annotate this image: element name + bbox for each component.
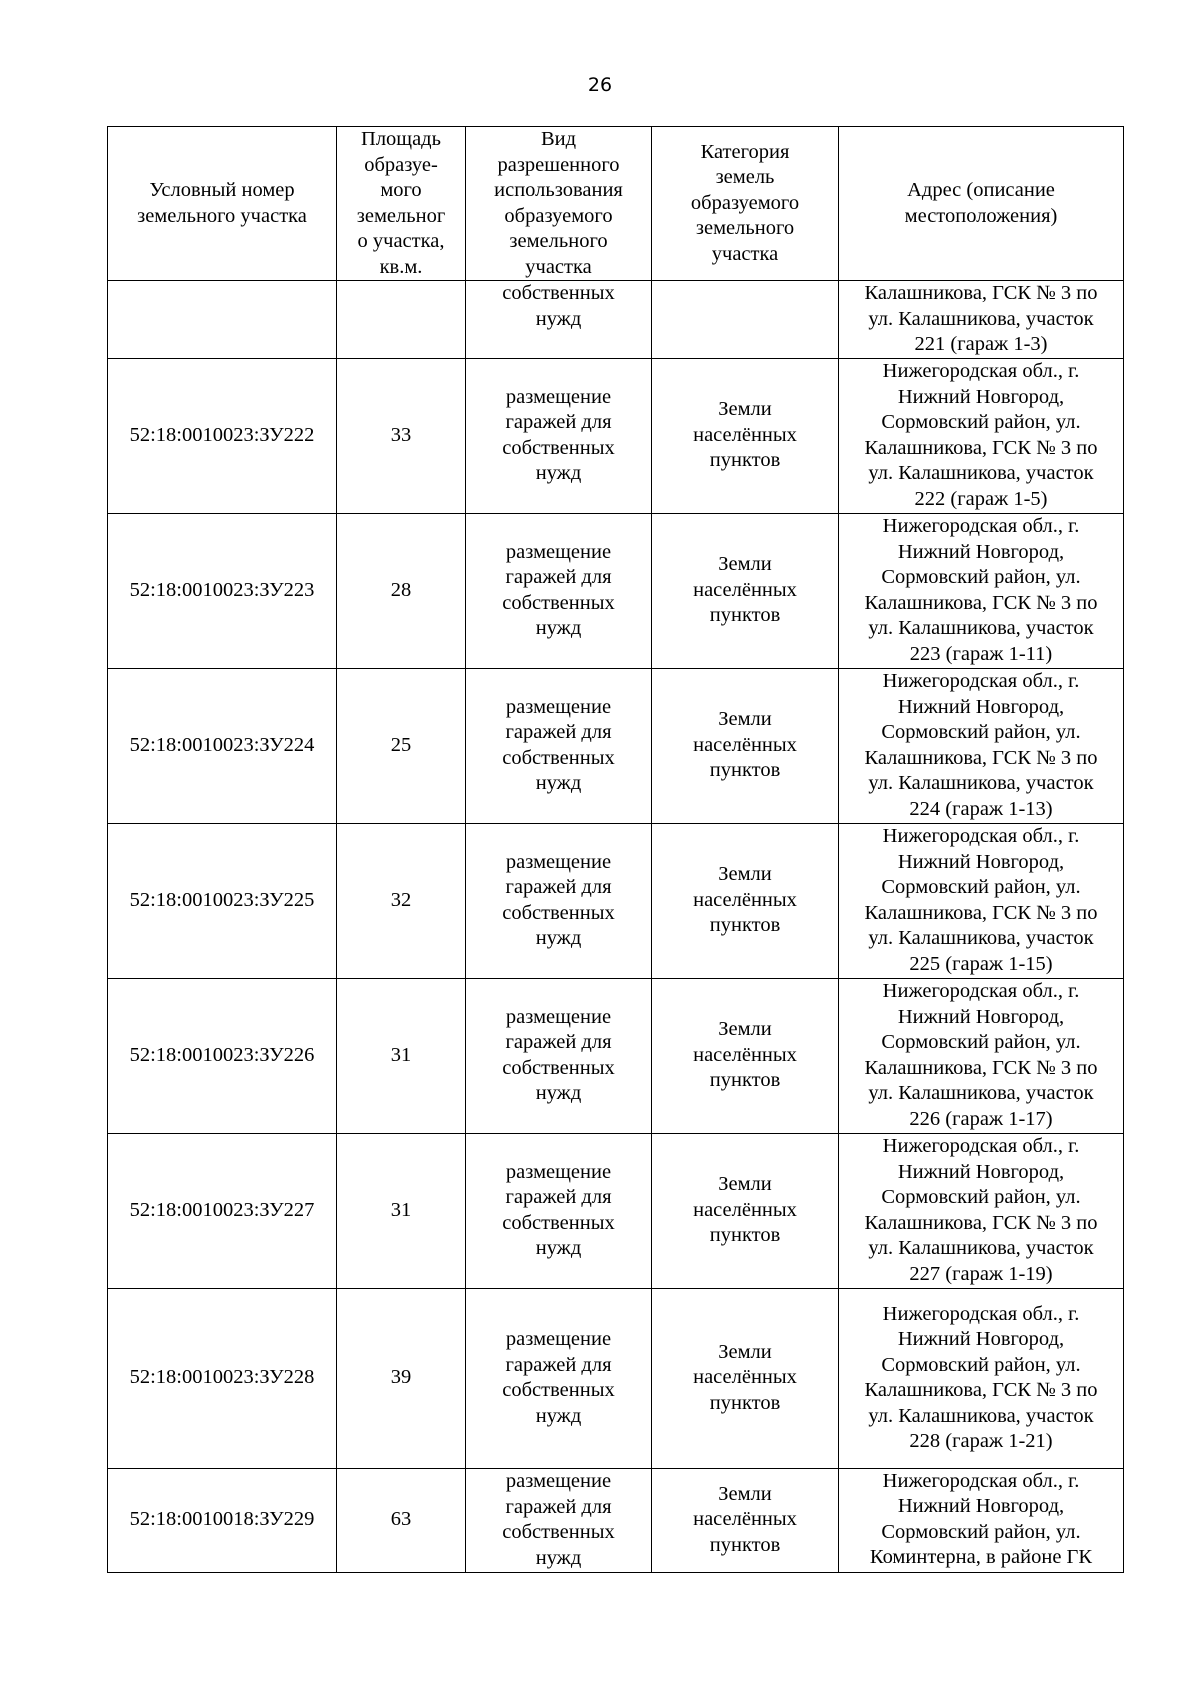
- table-header-row: [108, 127, 1124, 281]
- header-land-category: Категория земель образуемого земельного участка: [652, 127, 839, 281]
- cell-plot-number: 52:18:0010023:ЗУ225: [108, 823, 337, 978]
- table-row: [108, 513, 1124, 668]
- cell-permitted-use: размещение гаражей для собственных нужд: [466, 513, 652, 668]
- cell-plot-number: 52:18:0010018:ЗУ229: [108, 1468, 337, 1572]
- cell-address: Нижегородская обл., г. Нижний Новгород, Сормовский район, ул. Коминтерна, в районе ГК: [839, 1468, 1124, 1572]
- cell-plot-number: 52:18:0010023:ЗУ222: [108, 358, 337, 513]
- table-row: [108, 978, 1124, 1133]
- cell-address: Нижегородская обл., г. Нижний Новгород, Сормовский район, ул. Калашникова, ГСК № 3 по ул. Калашникова, участок 228 (гараж 1-21): [839, 1288, 1124, 1468]
- cell-plot-number: 52:18:0010023:ЗУ224: [108, 668, 337, 823]
- cell-area: 39: [337, 1288, 466, 1468]
- cell-permitted-use: размещение гаражей для собственных нужд: [466, 978, 652, 1133]
- cell-plot-number: 52:18:0010023:ЗУ228: [108, 1288, 337, 1468]
- table-row: [108, 668, 1124, 823]
- cell-area: 63: [337, 1468, 466, 1572]
- cell-plot-number: 52:18:0010023:ЗУ227: [108, 1133, 337, 1288]
- cell-land-category: Земли населённых пунктов: [652, 978, 839, 1133]
- cell-address: Нижегородская обл., г. Нижний Новгород, Сормовский район, ул. Калашникова, ГСК № 3 по ул. Калашникова, участок 224 (гараж 1-13): [839, 668, 1124, 823]
- table-row-continuation: [108, 281, 1124, 359]
- cell-permitted-use: размещение гаражей для собственных нужд: [466, 1288, 652, 1468]
- cell-address: Нижегородская обл., г. Нижний Новгород, Сормовский район, ул. Калашникова, ГСК № 3 по ул. Калашникова, участок 222 (гараж 1-5): [839, 358, 1124, 513]
- cell-plot-number: 52:18:0010023:ЗУ226: [108, 978, 337, 1133]
- page-number: 26: [587, 74, 613, 96]
- cell-address: Нижегородская обл., г. Нижний Новгород, Сормовский район, ул. Калашникова, ГСК № 3 по ул. Калашникова, участок 226 (гараж 1-17): [839, 978, 1124, 1133]
- cell-land-category: Земли населённых пунктов: [652, 1288, 839, 1468]
- cell-area: 31: [337, 978, 466, 1133]
- cell-area: 32: [337, 823, 466, 978]
- cell-area: 31: [337, 1133, 466, 1288]
- cell-land-category: Земли населённых пунктов: [652, 1468, 839, 1572]
- table-row: [108, 1288, 1124, 1468]
- cell-permitted-use: размещение гаражей для собственных нужд: [466, 358, 652, 513]
- table-row: [108, 1468, 1124, 1572]
- cell-address: Нижегородская обл., г. Нижний Новгород, Сормовский район, ул. Калашникова, ГСК № 3 по ул. Калашникова, участок 227 (гараж 1-19): [839, 1133, 1124, 1288]
- cell-land-category: Земли населённых пунктов: [652, 823, 839, 978]
- cell-plot-number: 52:18:0010023:ЗУ223: [108, 513, 337, 668]
- cell-land-category: Земли населённых пунктов: [652, 668, 839, 823]
- header-area: Площадь образуе- мого земельног о участка, кв.м.: [337, 127, 466, 281]
- cell-land-category: Земли населённых пунктов: [652, 513, 839, 668]
- table-row: [108, 358, 1124, 513]
- cell-permitted-use: размещение гаражей для собственных нужд: [466, 668, 652, 823]
- table-row: [108, 1133, 1124, 1288]
- cell-area: 25: [337, 668, 466, 823]
- header-address: Адрес (описание местоположения): [839, 127, 1124, 281]
- cell-permitted-use: размещение гаражей для собственных нужд: [466, 823, 652, 978]
- header-permitted-use: Вид разрешенного использования образуемого земельного участка: [466, 127, 652, 281]
- cell-area: [337, 281, 466, 359]
- header-plot-number: Условный номер земельного участка: [108, 127, 337, 281]
- cell-permitted-use: размещение гаражей для собственных нужд: [466, 1133, 652, 1288]
- cell-area: 33: [337, 358, 466, 513]
- cell-land-category: [652, 281, 839, 359]
- cell-address: Нижегородская обл., г. Нижний Новгород, Сормовский район, ул. Калашникова, ГСК № 3 по ул. Калашникова, участок 223 (гараж 1-11): [839, 513, 1124, 668]
- cell-address: Калашникова, ГСК № 3 по ул. Калашникова, участок 221 (гараж 1-3): [839, 281, 1124, 359]
- land-plots-table: [107, 126, 1124, 1573]
- cell-land-category: Земли населённых пунктов: [652, 1133, 839, 1288]
- cell-permitted-use: собственных нужд: [466, 281, 652, 359]
- cell-plot-number: [108, 281, 337, 359]
- table-row: [108, 823, 1124, 978]
- cell-land-category: Земли населённых пунктов: [652, 358, 839, 513]
- cell-address: Нижегородская обл., г. Нижний Новгород, Сормовский район, ул. Калашникова, ГСК № 3 по ул. Калашникова, участок 225 (гараж 1-15): [839, 823, 1124, 978]
- cell-permitted-use: размещение гаражей для собственных нужд: [466, 1468, 652, 1572]
- cell-area: 28: [337, 513, 466, 668]
